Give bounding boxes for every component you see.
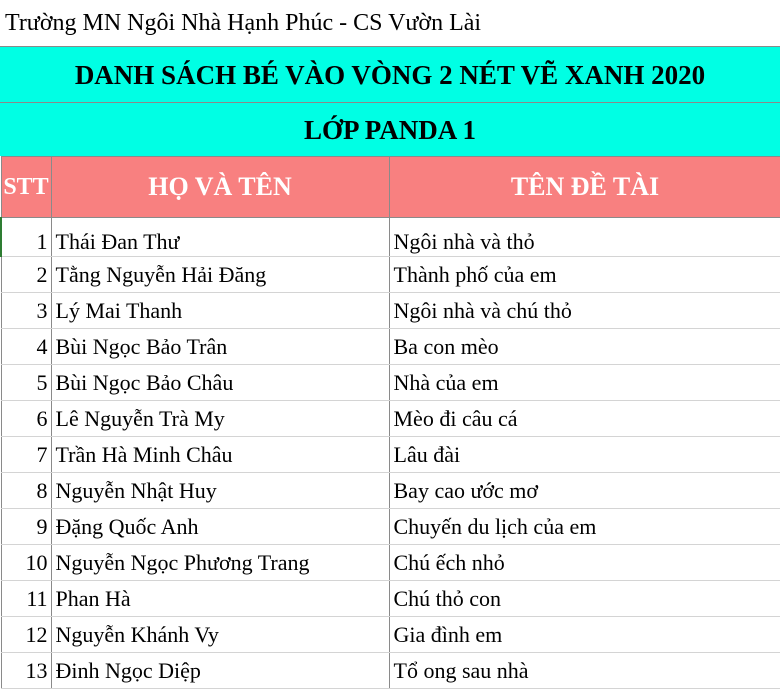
column-header-stt[interactable]: STT <box>1 157 51 218</box>
row-topic[interactable]: Ngôi nhà và thỏ <box>389 218 780 257</box>
row-stt[interactable]: 7 <box>1 437 51 473</box>
table-row <box>1 473 780 509</box>
row-stt[interactable]: 9 <box>1 509 51 545</box>
table-row <box>1 329 780 365</box>
row-name[interactable]: Trần Hà Minh Châu <box>51 437 389 473</box>
row-topic[interactable]: Nhà của em <box>389 365 780 401</box>
table-row <box>1 545 780 581</box>
table-row <box>1 617 780 653</box>
row-stt[interactable]: 3 <box>1 293 51 329</box>
column-header-topic[interactable]: TÊN ĐỀ TÀI <box>389 157 780 218</box>
row-topic[interactable]: Mèo đi câu cá <box>389 401 780 437</box>
class-name[interactable]: LỚP PANDA 1 <box>0 102 780 156</box>
table-row <box>1 293 780 329</box>
column-header-name[interactable]: HỌ VÀ TÊN <box>51 157 389 218</box>
row-stt[interactable]: 1 <box>1 218 51 257</box>
row-name[interactable]: Đinh Ngọc Diệp <box>51 653 389 689</box>
student-table <box>0 156 780 689</box>
row-name[interactable]: Lê Nguyễn Trà My <box>51 401 389 437</box>
table-row <box>1 257 780 293</box>
row-stt[interactable]: 8 <box>1 473 51 509</box>
row-stt[interactable]: 6 <box>1 401 51 437</box>
table-row <box>1 653 780 689</box>
row-topic[interactable]: Thành phố của em <box>389 257 780 293</box>
row-topic[interactable]: Gia đình em <box>389 617 780 653</box>
row-stt[interactable]: 10 <box>1 545 51 581</box>
table-row <box>1 509 780 545</box>
row-stt[interactable]: 5 <box>1 365 51 401</box>
row-name[interactable]: Đặng Quốc Anh <box>51 509 389 545</box>
row-topic[interactable]: Lâu đài <box>389 437 780 473</box>
row-stt[interactable]: 12 <box>1 617 51 653</box>
row-topic[interactable]: Tổ ong sau nhà <box>389 653 780 689</box>
table-row <box>1 401 780 437</box>
row-stt[interactable]: 2 <box>1 257 51 293</box>
row-name[interactable]: Nguyễn Nhật Huy <box>51 473 389 509</box>
row-topic[interactable]: Chú thỏ con <box>389 581 780 617</box>
row-topic[interactable]: Ba con mèo <box>389 329 780 365</box>
table-row <box>1 437 780 473</box>
table-header-row <box>1 157 780 218</box>
row-name[interactable]: Phan Hà <box>51 581 389 617</box>
row-topic[interactable]: Chuyến du lịch của em <box>389 509 780 545</box>
row-name[interactable]: Nguyễn Khánh Vy <box>51 617 389 653</box>
row-name[interactable]: Bùi Ngọc Bảo Châu <box>51 365 389 401</box>
row-stt[interactable]: 4 <box>1 329 51 365</box>
list-title[interactable]: DANH SÁCH BÉ VÀO VÒNG 2 NÉT VẼ XANH 2020 <box>0 46 780 102</box>
table-row <box>1 365 780 401</box>
row-name[interactable]: Tằng Nguyễn Hải Đăng <box>51 257 389 293</box>
row-topic[interactable]: Chú ếch nhỏ <box>389 545 780 581</box>
row-topic[interactable]: Bay cao ước mơ <box>389 473 780 509</box>
table-row <box>1 218 780 257</box>
row-stt[interactable]: 11 <box>1 581 51 617</box>
row-topic[interactable]: Ngôi nhà và chú thỏ <box>389 293 780 329</box>
row-name[interactable]: Thái Đan Thư <box>51 218 389 257</box>
row-name[interactable]: Nguyễn Ngọc Phương Trang <box>51 545 389 581</box>
row-name[interactable]: Bùi Ngọc Bảo Trân <box>51 329 389 365</box>
school-name[interactable]: Trường MN Ngôi Nhà Hạnh Phúc - CS Vườn Lài <box>5 10 482 36</box>
row-name[interactable]: Lý Mai Thanh <box>51 293 389 329</box>
table-row <box>1 581 780 617</box>
row-stt[interactable]: 13 <box>1 653 51 689</box>
